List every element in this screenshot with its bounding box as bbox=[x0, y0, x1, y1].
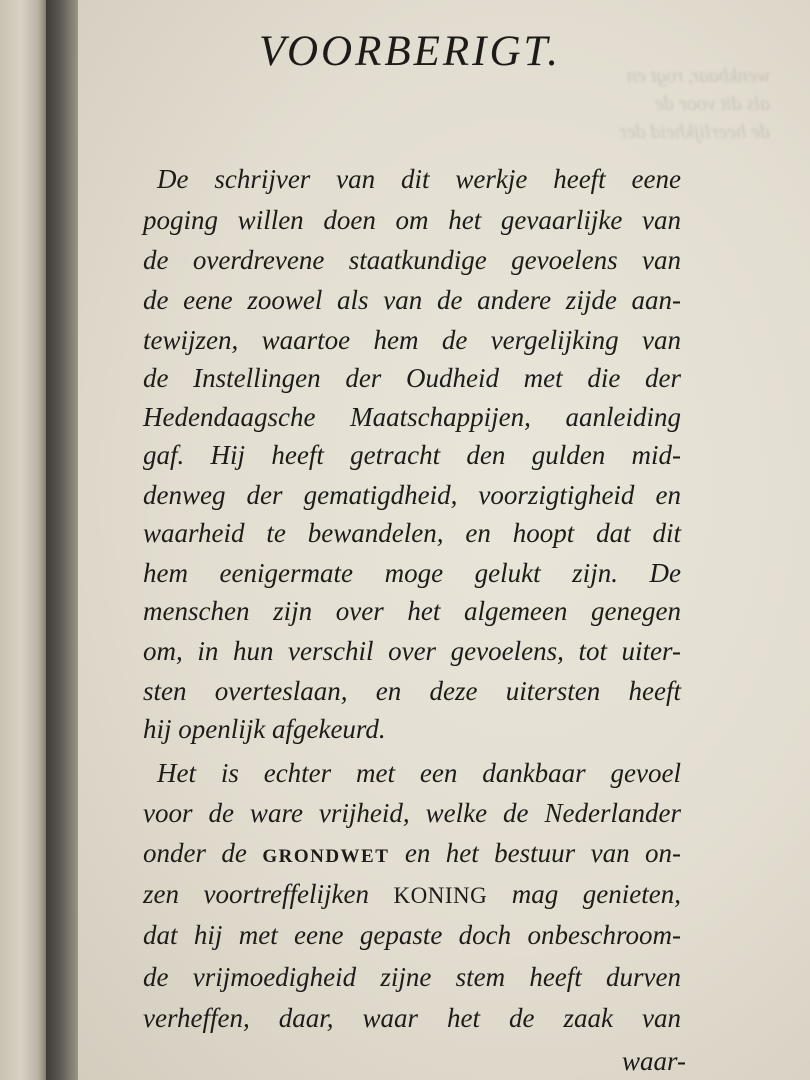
text-line: denweg der gematigdheid, voorzigtigheid en bbox=[143, 480, 681, 510]
text-line: poging willen doen om het gevaarlijke van bbox=[143, 205, 681, 235]
text-line: om, in hun verschil over gevoelens, tot uiter- bbox=[143, 636, 681, 666]
text-line bbox=[143, 877, 681, 911]
text-line bbox=[143, 836, 681, 870]
text-line: waarheid te bewandelen, en hoopt dat dit bbox=[143, 518, 681, 548]
text-line: de eene zoowel als van de andere zijde aan- bbox=[143, 285, 681, 315]
bleed-line: de heerlijkheid der bbox=[618, 121, 770, 143]
text-line: sten overteslaan, en deze uitersten heeft bbox=[143, 676, 681, 706]
small-caps-word: GRONDWET bbox=[262, 846, 390, 867]
text-line: hij openlijk afgekeurd. bbox=[143, 714, 386, 744]
bleed-line: wenkbaar, rogt en bbox=[626, 65, 770, 87]
page-heading: VOORBERIGT. bbox=[258, 28, 561, 75]
text-line: de Instellingen der Oudheid met die der bbox=[143, 363, 681, 393]
text-line: menschen zijn over het algemeen genegen bbox=[143, 596, 681, 626]
text-line: dat hij met eene gepaste doch onbeschroom- bbox=[143, 920, 681, 950]
caps-word: KONING bbox=[393, 883, 488, 908]
text-line: de vrijmoedigheid zijne stem heeft durven bbox=[143, 962, 681, 992]
text-run: mag genieten, bbox=[487, 879, 682, 909]
text-run: zen voortreffelijken bbox=[143, 879, 394, 909]
text-line: hem eenigermate moge gelukt zijn. De bbox=[143, 558, 681, 588]
left-page-edge bbox=[0, 0, 48, 1080]
text-line: Het is echter met een dankbaar gevoel bbox=[157, 758, 681, 788]
text-line: gaf. Hij heeft getracht den gulden mid- bbox=[143, 440, 681, 470]
bleed-line: als dit voor de bbox=[655, 93, 770, 115]
text-line: de overdrevene staatkundige gevoelens van bbox=[143, 245, 681, 275]
bleed-through-text bbox=[580, 62, 770, 172]
text-run: onder de bbox=[143, 838, 263, 868]
text-line: De schrijver van dit werkje heeft eene bbox=[157, 164, 681, 194]
text-line: verheffen, daar, waar het de zaak van bbox=[143, 1003, 681, 1033]
text-line: voor de ware vrijheid, welke de Nederlander bbox=[143, 798, 681, 828]
text-line: Hedendaagsche Maatschappijen, aanleiding bbox=[143, 402, 681, 432]
text-run: en het bestuur van on- bbox=[389, 838, 681, 868]
text-line: tewijzen, waartoe hem de vergelijking van bbox=[143, 325, 681, 355]
catchword: waar- bbox=[622, 1046, 686, 1076]
